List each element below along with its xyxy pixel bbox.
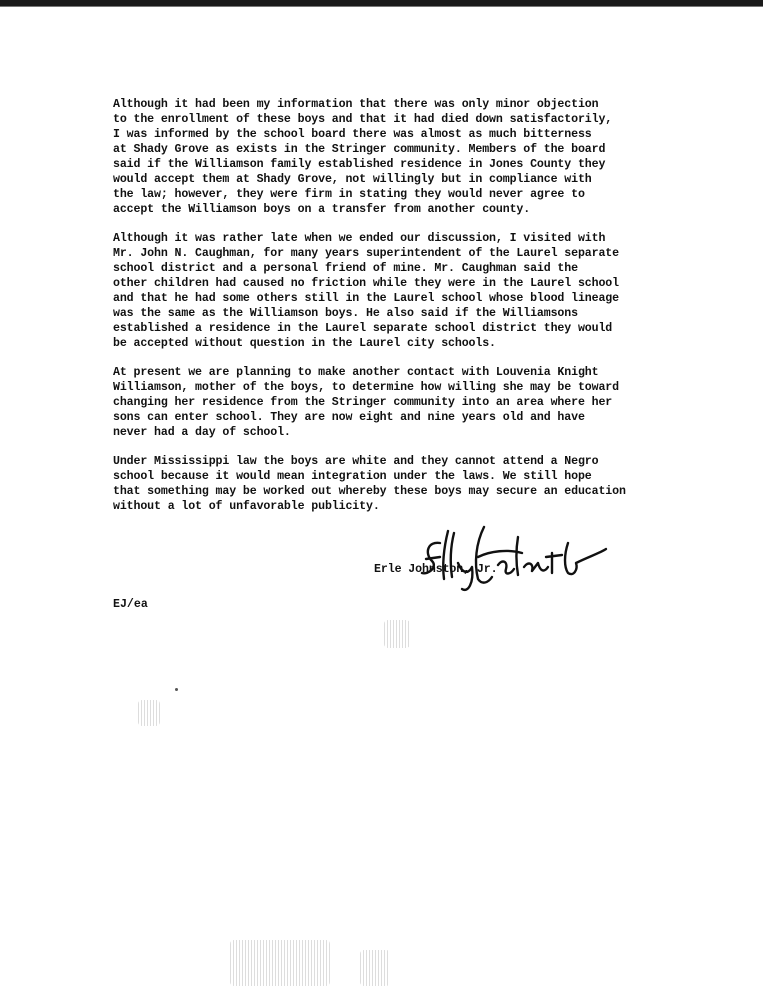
scan-smudge [360,950,390,986]
typist-initials: EJ/ea [113,598,148,611]
letter-body [113,97,683,528]
paragraph-2: Although it was rather late when we ended our discussion, I visited with Mr. John N. Caughman, for many years superintendent of the Laurel separate school district and a personal friend of mine. Mr. Caughman said the other children had caused no friction while they were in the Laurel school and that he had some others still in the Laurel school whose blood lineage was the same as the Williamson boys. He also said if the Williamsons established a residence in the Laurel separate school district they would be accepted without question in the Laurel city schools. [113,232,619,350]
scan-speck [175,688,178,691]
signer-name: Erle Johnston, Jr. [374,563,498,576]
handwritten-signature [418,523,608,593]
scan-smudge [138,700,160,726]
scan-smudge [230,940,330,986]
paragraph-4: Under Mississippi law the boys are white and they cannot attend a Negro school because it would mean integration under the laws. We still hope that something may be worked out whereby these boys may secure an education without a lot of unfavorable publicity. [113,455,626,513]
top-border-rule [0,0,763,6]
paragraph-1: Although it had been my information that there was only minor objection to the enrollment of these boys and that it had died down satisfactorily, I was informed by the school board there was almost as much bitterness at Shady Grove as exists in the Stringer community. Members of the board said if the Williamson family established residence in Jones County they would accept them at Shady Grove, not willingly but in compliance with the law; however, they were firm in stating they would never agree to accept the Williamson boys on a transfer from another county. [113,98,613,216]
paragraph-3: At present we are planning to make another contact with Louvenia Knight Williamson, mother of the boys, to determine how willing she may be toward changing her residence from the Stringer community into an area where her sons can enter school. They are now eight and nine years old and have never had a day of school. [113,366,619,439]
scan-smudge [384,620,410,648]
